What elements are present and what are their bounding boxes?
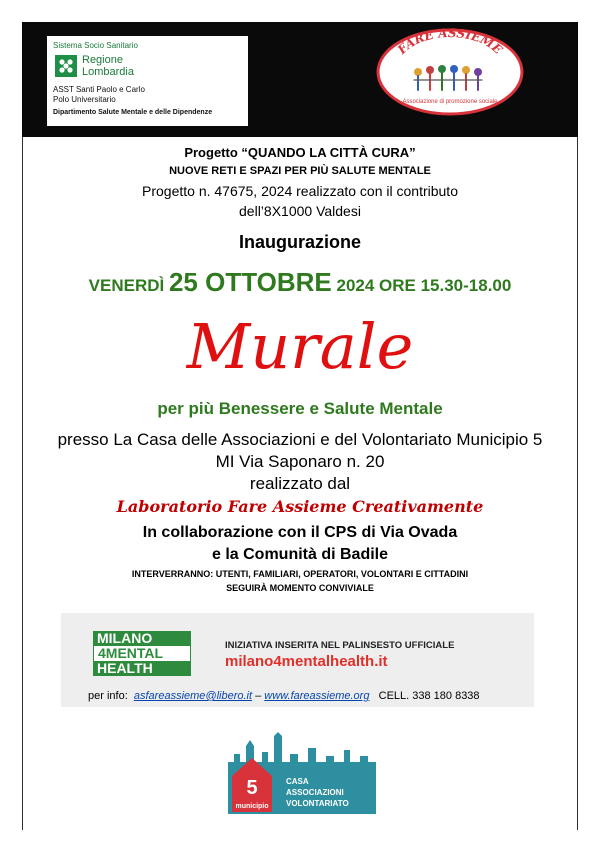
event-subtitle: per più Benessere e Salute Mentale (157, 399, 443, 418)
casa-line1: CASA (286, 777, 309, 786)
inaugurazione-heading: Inaugurazione (238, 232, 361, 252)
collaboration-line2: e la Comunità di Badile (211, 546, 389, 563)
regione-lombardia-text (82, 54, 134, 78)
event-date-big: 25 OTTOBRE (168, 267, 332, 297)
fare-assieme-logo (374, 27, 526, 117)
municipio-number: 5 (246, 777, 258, 799)
sistema-socio-sanitario-text: Sistema Socio Sanitario (53, 41, 138, 50)
contact-info (88, 690, 480, 702)
laboratorio-name: Laboratorio Fare Assieme Creativamente (116, 497, 484, 516)
asst-text (53, 85, 145, 105)
regione-text: Regione (82, 54, 123, 66)
project-subtitle: NUOVE RETI E SPAZI PER PIÙ SALUTE MENTALE (169, 165, 431, 177)
convivial-moment-text: SEGUIRÀ MOMENTO CONVIVIALE (226, 583, 374, 593)
frame-left-border (22, 22, 23, 830)
website-link[interactable]: www.fareassieme.org (264, 690, 370, 702)
dipartimento-text: Dipartimento Salute Mentale e delle Dipendenze (53, 109, 213, 116)
event-day: VENERDÌ (88, 276, 165, 295)
project-number-line1: Progetto n. 47675, 2024 realizzato con il contributo (142, 183, 458, 199)
event-date (22, 267, 578, 298)
project-number-line2: dell’8X1000 Valdesi (239, 203, 361, 219)
phone-number: CELL. 338 180 8338 (378, 690, 480, 702)
logo-milano: MILANO (93, 631, 191, 646)
milano4mentalhealth-logo (93, 631, 191, 676)
collaboration-line1: In collaborazione con il CPS di Via Ovada (142, 524, 458, 541)
info-dash: – (255, 690, 262, 702)
frame-right-border (577, 22, 578, 830)
milano4mentalhealth-url[interactable]: milano4mentalhealth.it (225, 653, 388, 670)
realizzato-text: realizzato dal (249, 474, 351, 493)
event-title: Murale (186, 310, 414, 383)
lombardia-text: Lombardia (82, 66, 134, 78)
info-prefix: per info: (88, 690, 128, 702)
event-time: 2024 ORE 15.30-18.00 (336, 276, 512, 295)
casa-line2: ASSOCIAZIONI (286, 788, 344, 797)
participants-text: INTERVERRANNO: UTENTI, FAMILIARI, OPERATORI, VOLONTARI E CITTADINI (131, 569, 469, 579)
fare-assieme-name: FARE ASSIEME (394, 27, 506, 57)
casa-line3: VOLONTARIATO (286, 799, 349, 808)
polo-universitario: Polo Universitario (53, 95, 116, 104)
email-link[interactable]: asfareassieme@libero.it (133, 690, 253, 702)
logo-health: HEALTH (93, 661, 191, 676)
iniziativa-text: INIZIATIVA INSERITA NEL PALINSESTO UFFICIALE (225, 640, 455, 651)
fare-assieme-subtitle: Associazione di promozione sociale (402, 99, 498, 105)
municipio-label: municipio (235, 803, 269, 810)
regione-lombardia-logo (47, 36, 248, 126)
venue-line1: presso La Casa delle Associazioni e del Volontariato Municipio 5 (57, 430, 543, 449)
casa-associazioni-logo (226, 732, 376, 814)
venue-line2: MI Via Saponaro n. 20 (215, 452, 385, 471)
lombardia-rose-icon (55, 55, 77, 77)
logo-4mental: 4MENTAL (93, 646, 191, 661)
asst-name: ASST Santi Paolo e Carlo (53, 85, 145, 94)
project-title: Progetto “QUANDO LA CITTÀ CURA” (184, 145, 416, 160)
